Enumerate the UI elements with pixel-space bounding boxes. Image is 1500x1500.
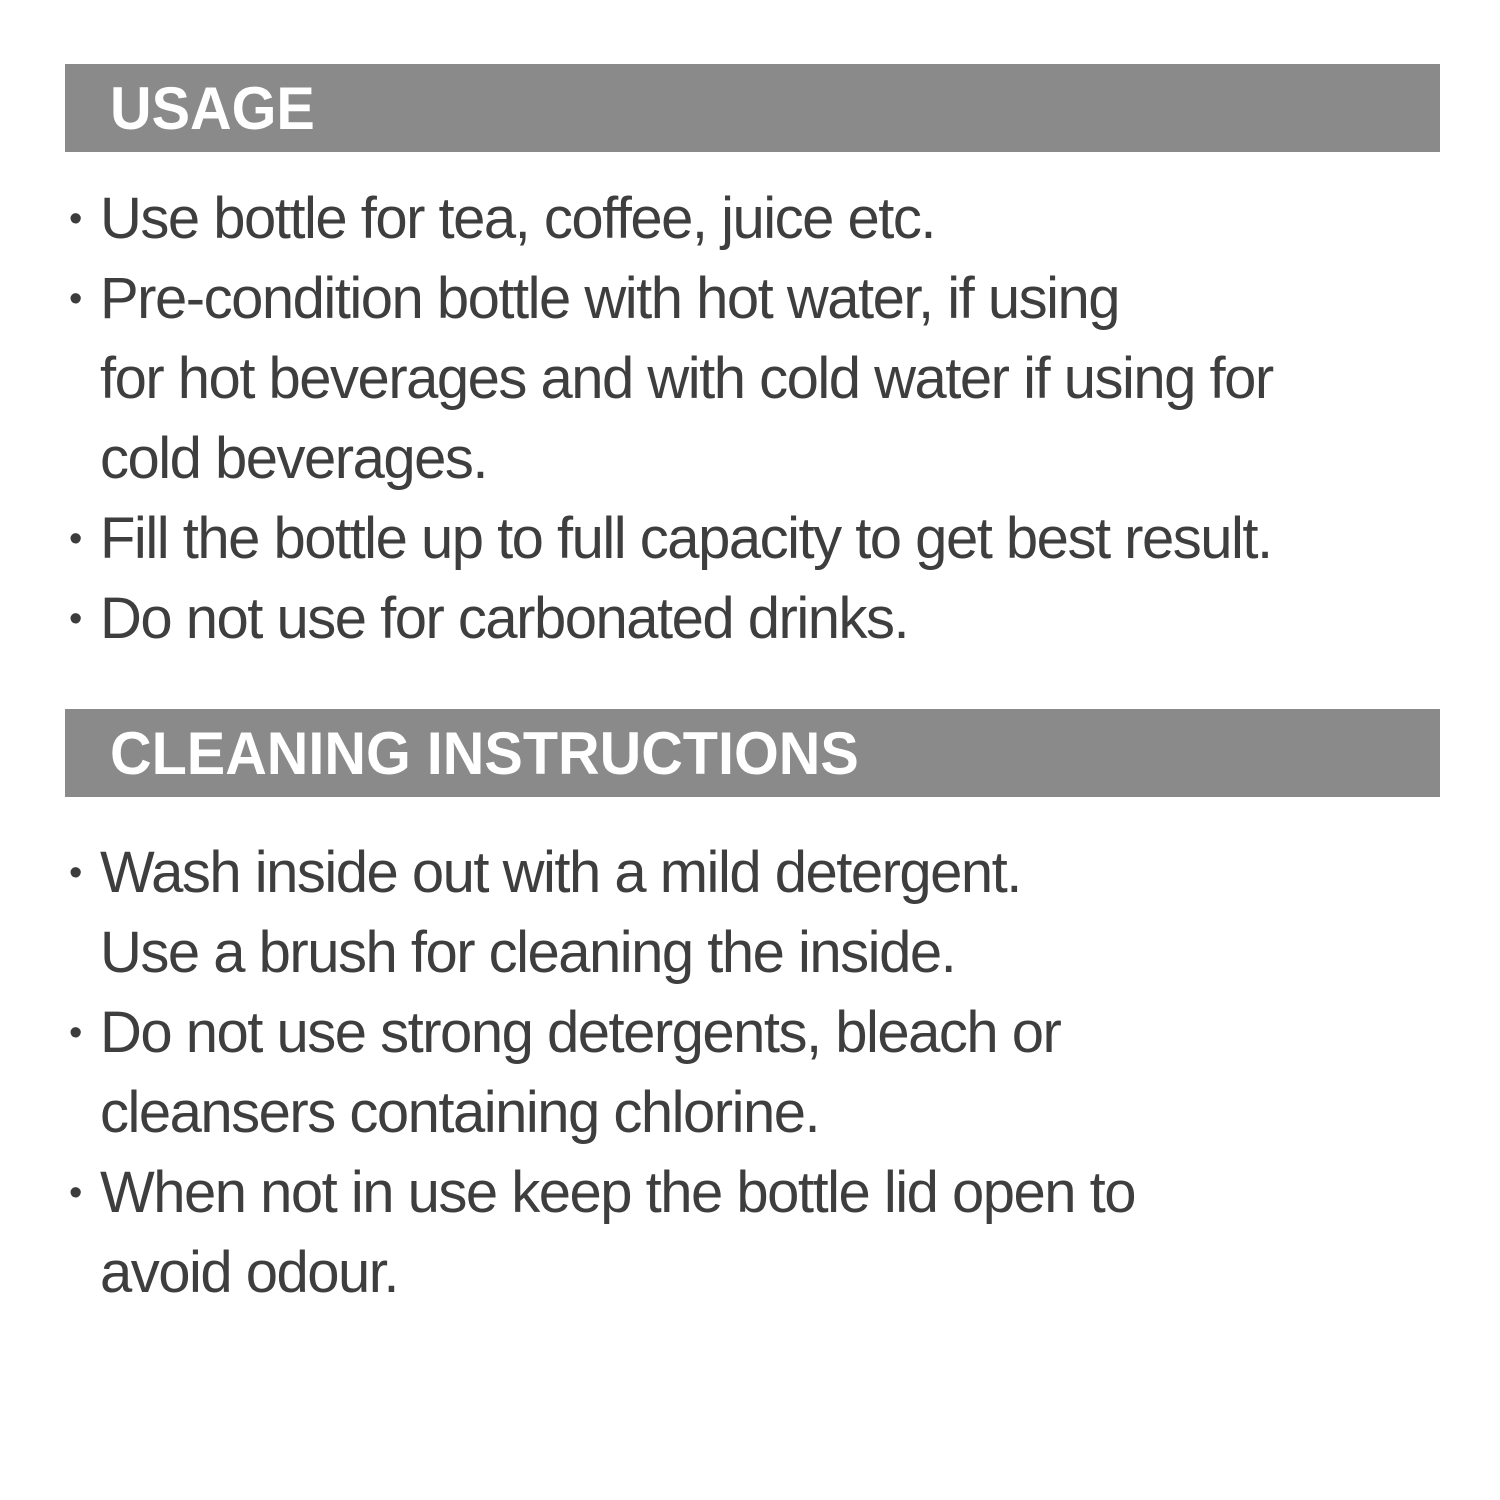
usage-section [65, 64, 1455, 659]
bullet-line: When not in use keep the bottle lid open to [100, 1160, 1136, 1225]
bullet-line: Do not use strong detergents, bleach or [100, 1000, 1061, 1065]
list-item [65, 1153, 1455, 1313]
usage-header-bar [65, 64, 1440, 152]
bullet-icon: • [69, 1172, 83, 1214]
usage-header-title: USAGE [110, 74, 315, 142]
bullet-line: cold beverages. [100, 426, 487, 491]
bullet-icon: • [69, 598, 83, 640]
cleaning-header-title: CLEANING INSTRUCTIONS [110, 719, 859, 787]
cleaning-bullet-list [65, 833, 1455, 1313]
bullet-line: Fill the bottle up to full capacity to get best result. [100, 506, 1272, 571]
list-item [65, 179, 1455, 259]
list-item [65, 993, 1455, 1153]
list-item [65, 499, 1455, 579]
cleaning-instructions-section [65, 709, 1455, 1313]
bullet-line: Use a brush for cleaning the inside. [100, 920, 956, 985]
bullet-line: Pre-condition bottle with hot water, if using [100, 266, 1119, 331]
bullet-line: Use bottle for tea, coffee, juice etc. [100, 186, 935, 251]
section-divider-gap [65, 659, 1455, 709]
bullet-line: avoid odour. [100, 1240, 399, 1305]
list-item [65, 579, 1455, 659]
list-item [65, 259, 1455, 499]
usage-bullet-list [65, 179, 1455, 659]
bullet-icon: • [69, 852, 83, 894]
bullet-icon: • [69, 518, 83, 560]
bullet-icon: • [69, 1012, 83, 1054]
instruction-sheet [65, 64, 1455, 1313]
bullet-icon: • [69, 198, 83, 240]
cleaning-header-bar [65, 709, 1440, 797]
bullet-line: for hot beverages and with cold water if using for [100, 346, 1273, 411]
bullet-line: Do not use for carbonated drinks. [100, 586, 909, 651]
bullet-line: Wash inside out with a mild detergent. [100, 840, 1021, 905]
bullet-icon: • [69, 278, 83, 320]
bullet-line: cleansers containing chlorine. [100, 1080, 820, 1145]
list-item [65, 833, 1455, 993]
